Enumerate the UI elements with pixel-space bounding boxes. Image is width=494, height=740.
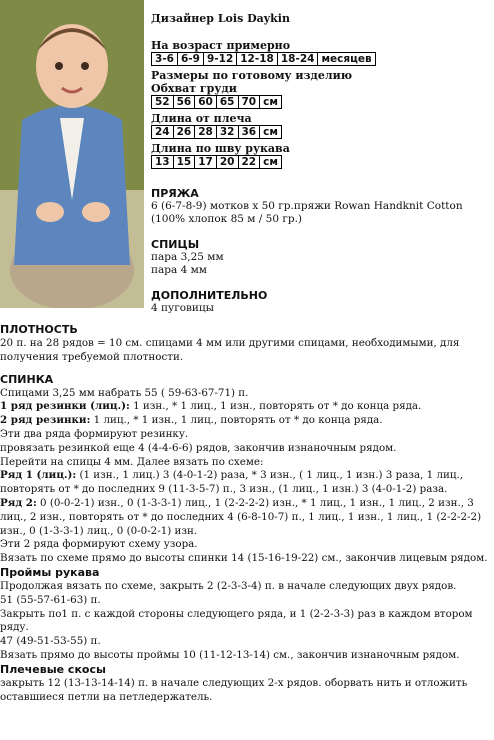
sleeve-cell: 15	[173, 156, 195, 169]
yarn-line: 6 (6-7-8-9) мотков х 50 гр.пряжи Rowan Handknit Cotton	[151, 200, 463, 212]
chest-table	[151, 95, 282, 109]
pattern-row	[0, 469, 490, 497]
shoulder-slope-title: Плечевые скосы	[0, 662, 106, 676]
chest-cell: 56	[173, 96, 195, 109]
chest-cell: 60	[195, 96, 217, 109]
back-row-label: 2 ряд резинки:	[0, 414, 91, 427]
shoulder-cell: 28	[195, 126, 217, 139]
age-cell: 12-18	[237, 53, 278, 66]
pattern-header	[151, 12, 487, 315]
sleeve-cell: 13	[152, 156, 174, 169]
back-line: Эти 2 ряда формируют схему узора.	[0, 538, 198, 551]
armhole-title: Проймы рукава	[0, 565, 100, 579]
pattern-body	[0, 323, 490, 704]
back-row-text: 1 лиц., * 1 изн., 1 лиц., повторять от * до конца ряда.	[90, 414, 383, 427]
pattern-row-text: 0 (0-0-2-1) изн., 0 (1-3-3-1) лиц., 1 (2-2-2-2) изн., * 1 лиц., 1 изн., 1 лиц., 2 изн., 3 лиц., 2 изн., повторять от * до последних 4 (6-8-10-7) п., 1 лиц., 1 изн., 1 лиц., 1 (2-2-2-2) изн., 0 (1-3-3-1) лиц., 0 (0-0-2-1) изн.	[0, 496, 482, 537]
sleeve-label: Длина по шву рукава	[151, 142, 290, 155]
pattern-row-text: (1 изн., 1 лиц.) 3 (4-0-1-2) раза, * 3 изн., ( 1 лиц., 1 изн.) 3 раза, 1 лиц., повторять от * до последних 9 (11-3-5-7) п., 3 изн., (1 лиц., 1 изн.) 3 (4-0-1-2) раза.	[0, 469, 464, 496]
pattern-row-label: Ряд 2:	[0, 496, 37, 509]
back-row	[0, 414, 490, 428]
age-label: На возраст примерно	[151, 39, 291, 52]
pattern-row	[0, 497, 490, 538]
baby-illustration	[0, 0, 144, 308]
armhole-line: 47 (49-51-53-55) п.	[0, 635, 101, 648]
back-line: Эти два ряда формируют резинку.	[0, 427, 189, 440]
back-title: СПИНКА	[0, 372, 54, 386]
sleeve-cell: 22	[238, 156, 260, 169]
armhole-line: Вязать прямо до высоты проймы 10 (11-12-13-14) см., закончив изнаночным рядом.	[0, 648, 460, 661]
sleeve-cell: см	[260, 156, 282, 169]
chest-cell: 65	[216, 96, 238, 109]
sleeve-cell: 20	[216, 156, 238, 169]
shoulder-slope-line: закрыть 12 (13-13-14-14) п. в начале следующих 2-х рядов. оборвать нить и отложить оставшиеся петли на петледержатель.	[0, 676, 468, 703]
chest-cell: 52	[152, 96, 174, 109]
yarn-line: (100% хлопок 85 м / 50 гр.)	[151, 213, 303, 225]
sleeve-cell: 17	[195, 156, 217, 169]
extra-title: ДОПОЛНИТЕЛЬНО	[151, 289, 268, 302]
size-label: Размеры по готовому изделию	[151, 69, 353, 82]
designer: Дизайнер Lois Daykin	[151, 12, 290, 25]
chest-cell: 70	[238, 96, 260, 109]
shoulder-cell: 32	[216, 126, 238, 139]
shoulder-cell: 26	[173, 126, 195, 139]
needles-line: пара 4 мм	[151, 264, 207, 276]
extra-line: 4 пуговицы	[151, 302, 215, 314]
back-row-label: 1 ряд резинки (лиц.):	[0, 400, 130, 413]
chest-cell: см	[260, 96, 282, 109]
back-line: Перейти на спицы 4 мм. Далее вязать по схеме:	[0, 455, 264, 468]
pattern-row-label: Ряд 1 (лиц.):	[0, 469, 77, 482]
back-line: Вязать по схеме прямо до высоты спинки 14 (15-16-19-22) см., закончив лицевым рядом.	[0, 552, 488, 565]
shoulder-cell: см	[260, 126, 282, 139]
density-title: ПЛОТНОСТЬ	[0, 323, 78, 336]
chest-label: Обхват груди	[151, 82, 237, 95]
yarn-title: ПРЯЖА	[151, 187, 199, 200]
shoulder-label: Длина от плеча	[151, 112, 252, 125]
shoulder-cell: 36	[238, 126, 260, 139]
age-cell: 18-24	[277, 53, 318, 66]
age-cell: 9-12	[203, 53, 236, 66]
sleeve-table	[151, 155, 282, 169]
baby-photo	[0, 0, 144, 308]
armhole-line: Закрыть по1 п. с каждой стороны следующего ряда, и 1 (2-2-3-3) раз в каждом втором ряду.	[0, 607, 473, 634]
shoulder-table	[151, 125, 282, 139]
armhole-line: Продолжая вязать по схеме, закрыть 2 (2-3-3-4) п. в начале следующих двух рядов.	[0, 579, 457, 592]
back-line: Спицами 3,25 мм набрать 55 ( 59-63-67-71) п.	[0, 386, 249, 399]
back-row-text: 1 изн., * 1 лиц., 1 изн., повторять от * до конца ряда.	[129, 400, 422, 413]
needles-line: пара 3,25 мм	[151, 251, 224, 263]
armhole-line: 51 (55-57-61-63) п.	[0, 593, 101, 606]
needles-title: СПИЦЫ	[151, 238, 200, 251]
age-cell: 6-9	[177, 53, 203, 66]
shoulder-cell: 24	[152, 126, 174, 139]
age-table	[151, 52, 376, 66]
back-line: провязать резинкой еще 4 (4-4-6-6) рядов, закончив изнаночным рядом.	[0, 441, 397, 454]
density-text: 20 п. на 28 рядов = 10 см. спицами 4 мм или другими спицами, необходимыми, для получения требуемой плотности.	[0, 337, 460, 363]
age-cell: месяцев	[318, 53, 375, 66]
age-cell: 3-6	[152, 53, 178, 66]
back-row	[0, 400, 490, 414]
